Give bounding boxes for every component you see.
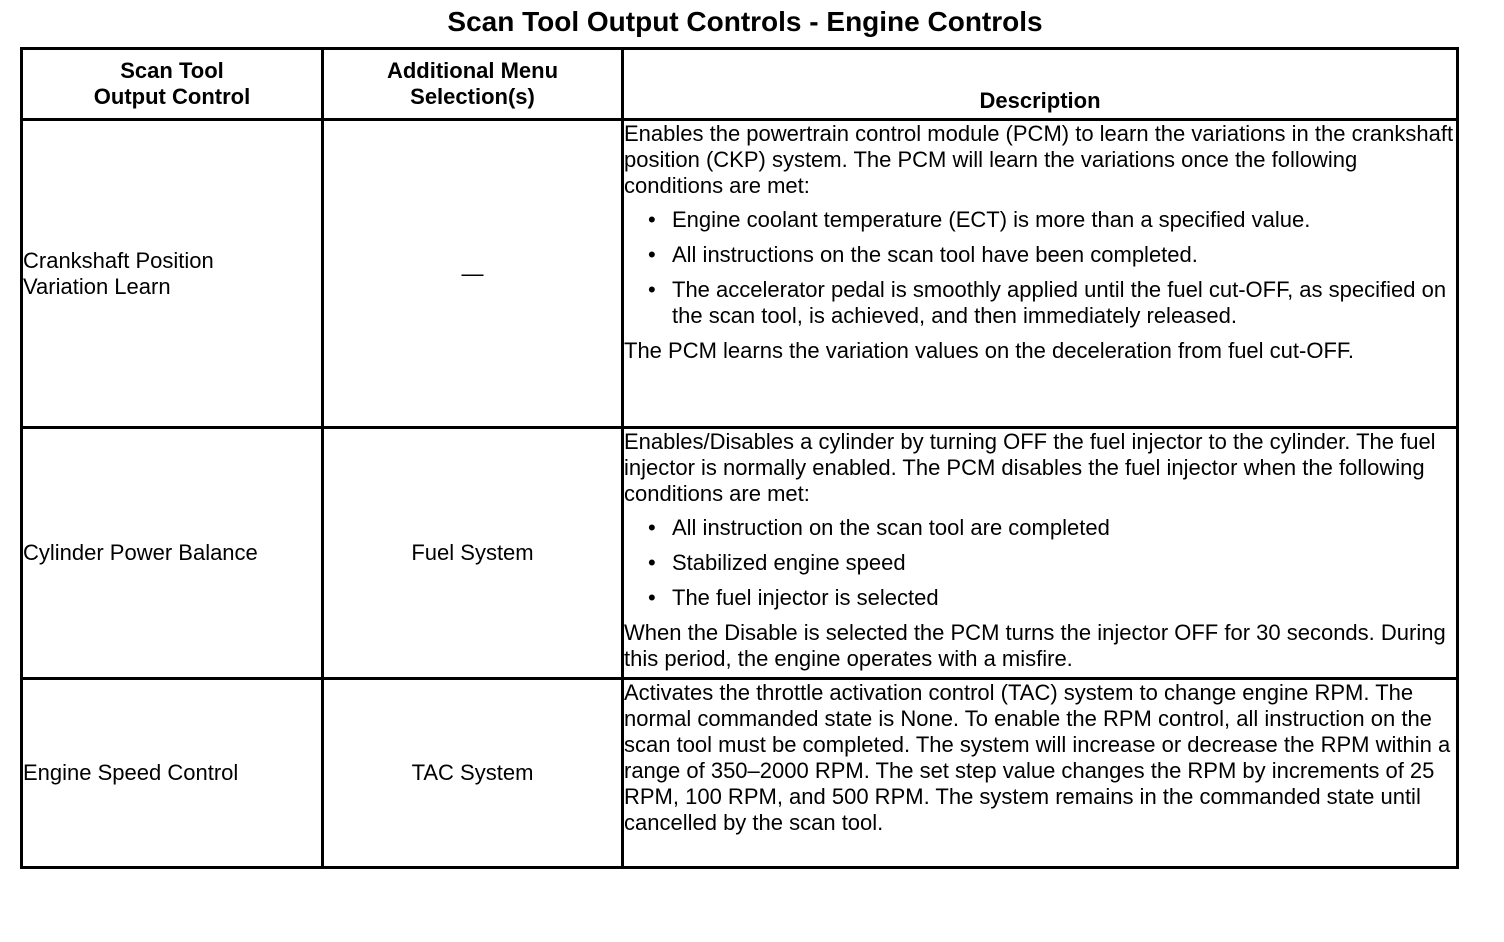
output-control-cell: Cylinder Power Balance <box>22 428 323 679</box>
description-intro: Activates the throttle activation control (TAC) system to change engine RPM. The normal commanded state is None. To enable the RPM control, all instruction on the scan tool must be completed. The system will increase or decrease the RPM within a range of 350–2000 RPM. The set step value changes the RPM by increments of 25 RPM, 100 RPM, and 500 RPM. The system remains in the commanded state until cancelled by the scan tool. <box>624 680 1451 835</box>
menu-selection-cell: TAC System <box>323 679 623 868</box>
description-intro: Enables the powertrain control module (PCM) to learn the variations in the crankshaft position (CKP) system. The PCM will learn the variations once the following conditions are met: <box>624 121 1454 198</box>
output-controls-table <box>20 47 1459 869</box>
condition-item: • Engine coolant temperature (ECT) is more than a specified value. <box>672 207 1456 233</box>
table-row <box>22 428 1458 679</box>
menu-selection-cell: Fuel System <box>323 428 623 679</box>
description-outro: The PCM learns the variation values on the deceleration from fuel cut-OFF. <box>624 338 1355 363</box>
header-description: Description <box>623 49 1458 120</box>
condition-item: • The accelerator pedal is smoothly applied until the fuel cut-OFF, as specified on the scan tool, is achieved, and then immediately released. <box>672 277 1456 329</box>
output-control-cell <box>22 120 323 428</box>
table-header-row <box>22 49 1458 120</box>
description-cell <box>623 428 1458 679</box>
output-control-name-line2: Variation Learn <box>23 273 171 299</box>
header-output-control-line2: Output Control <box>93 84 251 109</box>
description-outro: When the Disable is selected the PCM turns the injector OFF for 30 seconds. During this period, the engine operates with a misfire. <box>624 620 1446 671</box>
header-menu-selection-line2: Selection(s) <box>410 84 535 109</box>
condition-list <box>624 207 1456 329</box>
condition-item: • The fuel injector is selected <box>672 585 1456 611</box>
table-row <box>22 120 1458 428</box>
condition-list <box>624 515 1456 611</box>
condition-item: • All instruction on the scan tool are completed <box>672 515 1456 541</box>
description-cell <box>623 679 1458 868</box>
description-intro: Enables/Disables a cylinder by turning OFF the fuel injector to the cylinder. The fuel injector is normally enabled. The PCM disables the fuel injector when the following conditions are met: <box>624 429 1436 506</box>
header-output-control-line1: Scan Tool <box>120 58 224 83</box>
header-menu-selection-line1: Additional Menu <box>386 58 559 83</box>
menu-selection-cell: — <box>323 120 623 428</box>
description-cell <box>623 120 1458 428</box>
condition-item: • All instructions on the scan tool have been completed. <box>672 242 1456 268</box>
page-title: Scan Tool Output Controls - Engine Controls <box>447 6 1043 37</box>
header-menu-selection <box>323 49 623 120</box>
output-control-cell: Engine Speed Control <box>22 679 323 868</box>
table-row <box>22 679 1458 868</box>
header-output-control <box>22 49 323 120</box>
condition-item: • Stabilized engine speed <box>672 550 1456 576</box>
output-control-name-line1: Crankshaft Position <box>23 247 214 273</box>
